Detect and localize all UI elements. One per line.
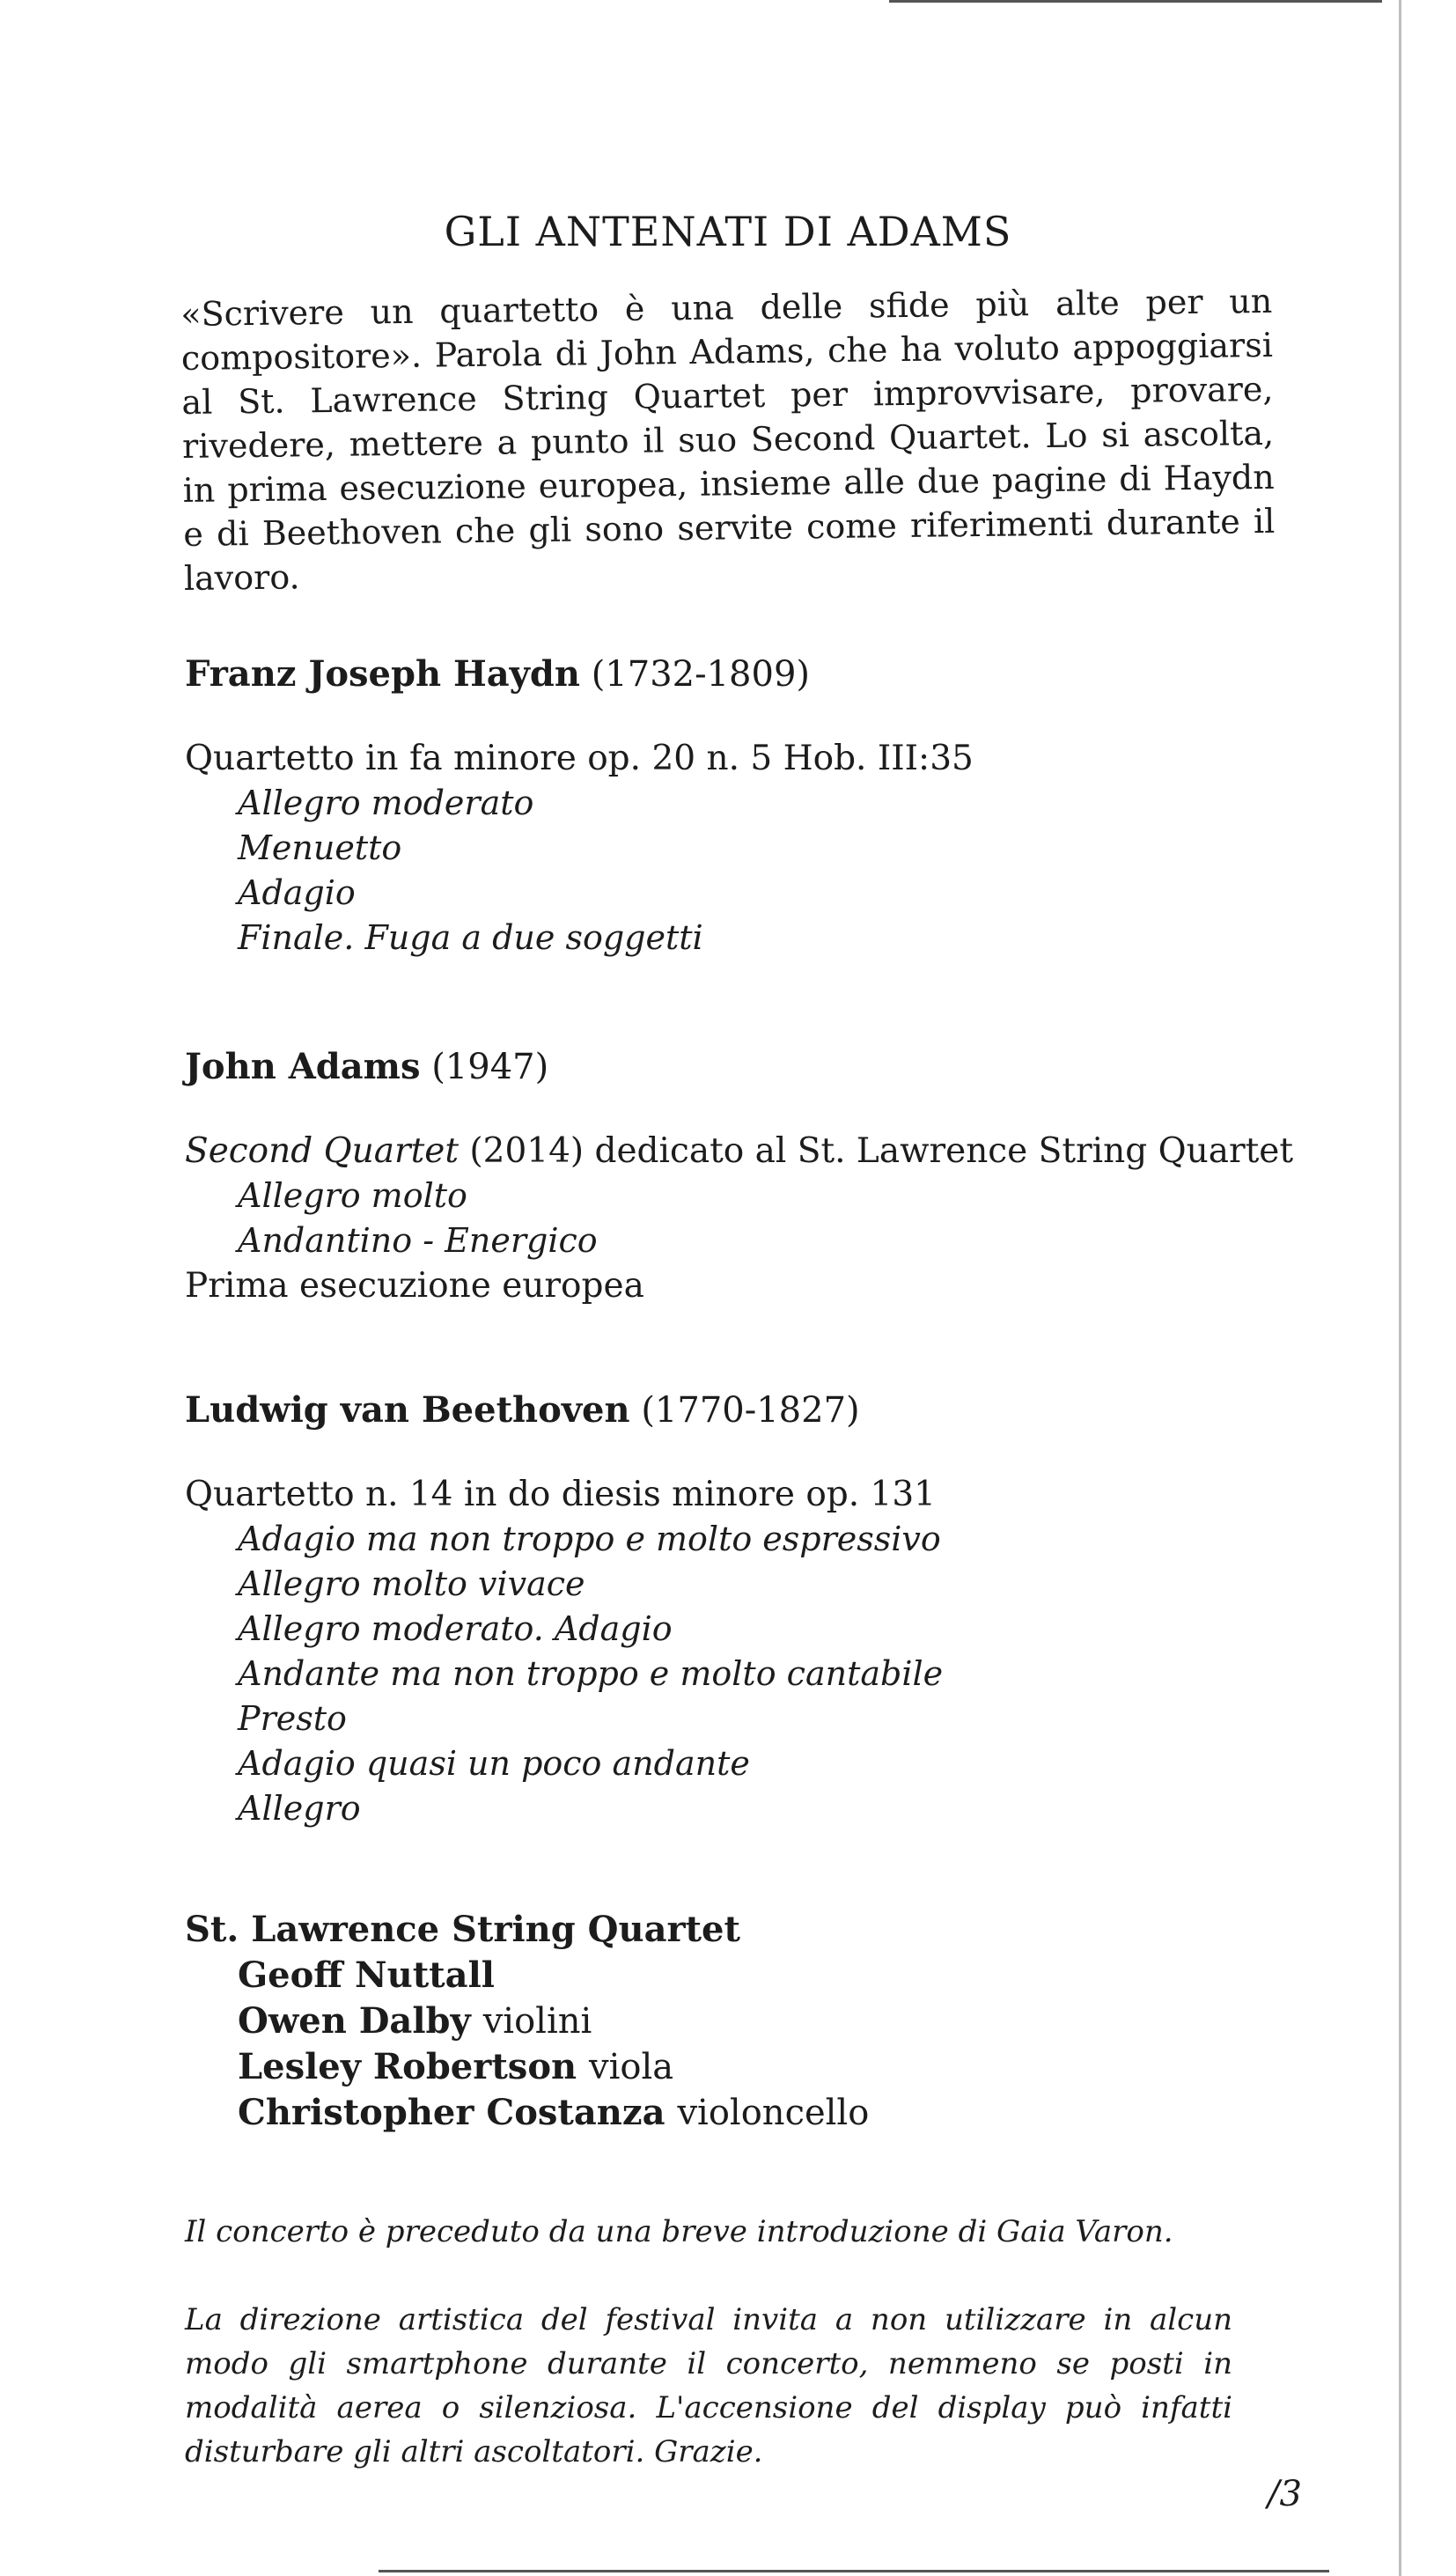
movement: Presto	[238, 1699, 347, 1738]
work-title-italic: Second Quartet	[185, 1131, 460, 1171]
work-title-rest: (2014) dedicato al St. Lawrence String Quartet	[469, 1131, 1294, 1171]
composer-name: Ludwig van Beethoven	[185, 1389, 630, 1431]
page-number: /3	[1268, 2474, 1302, 2514]
movement: Adagio ma non troppo e molto espressivo	[238, 1520, 941, 1558]
beethoven-section	[185, 1387, 1294, 1831]
movement: Allegro	[238, 1789, 361, 1828]
right-page-edge	[1399, 0, 1401, 2576]
work-title	[185, 1129, 1294, 1174]
movement: Andantino - Energico	[238, 1221, 598, 1260]
composer-name: Franz Joseph Haydn	[185, 653, 580, 695]
movement: Allegro molto	[238, 1176, 467, 1215]
performer-name: Christopher Costanza	[238, 2092, 665, 2133]
adams-section	[185, 1044, 1294, 1308]
composer-heading	[185, 1387, 1294, 1433]
movement: Adagio	[238, 873, 356, 912]
composer-heading	[185, 1044, 1294, 1090]
performer	[185, 2090, 1294, 2136]
performer	[185, 1998, 1294, 2044]
performer-name: Geoff Nuttall	[238, 1954, 495, 1996]
performer	[185, 1953, 1294, 1998]
performer	[185, 2044, 1294, 2090]
top-edge-rule	[889, 0, 1382, 3]
composer-name: John Adams	[185, 1046, 421, 1087]
performer-name: Lesley Robertson	[238, 2046, 577, 2087]
page-title: GLI ANTENATI DI ADAMS	[444, 207, 1012, 255]
smartphone-notice: La direzione artistica del festival invita a non utilizzare in alcun modo gli smartphone durante il concerto, nemmeno se posti in modalità aerea o silenziosa. L'accensione del display può infatti disturbare gli altri ascoltatori. Grazie.	[185, 2302, 1232, 2469]
intro-paragraph: «Scrivere un quartetto è una delle sfide più alte per un compositore». Parola di John Adams, che ha voluto appoggiarsi al St. Lawrence String Quartet per improvvisare, provare, rivedere, mettere a punto il suo Second Quartet. Lo si ascolta, in prima esecuzione europea, insieme alle due pagine di Haydn e di Beethoven che gli sono servite come riferimenti durante il lavoro.	[180, 281, 1276, 598]
composer-dates: (1770-1827)	[641, 1390, 860, 1431]
work-title: Quartetto n. 14 in do diesis minore op. 131	[185, 1475, 936, 1514]
movement: Andante ma non troppo e molto cantabile	[238, 1654, 944, 1693]
composer-dates: (1947)	[431, 1047, 549, 1087]
work-title: Quartetto in fa minore op. 20 n. 5 Hob. III:35	[185, 739, 974, 778]
performers-section	[185, 1907, 1294, 2136]
movement: Allegro moderato	[238, 784, 534, 822]
movement: Finale. Fuga a due soggetti	[238, 918, 703, 957]
performer-role: violini	[482, 2001, 592, 2042]
haydn-section	[185, 651, 1294, 960]
premiere-note: Prima esecuzione europea	[185, 1266, 644, 1306]
movement: Menuetto	[238, 828, 402, 867]
performer-role: viola	[589, 2047, 674, 2087]
movement: Allegro moderato. Adagio	[238, 1609, 673, 1648]
introduction-note: Il concerto è preceduto da una breve introduzione di Gaia Varon.	[185, 2214, 1173, 2249]
composer-dates: (1732-1809)	[591, 654, 811, 695]
composer-heading	[185, 651, 1294, 697]
ensemble-name: St. Lawrence String Quartet	[185, 1909, 740, 1950]
movement: Allegro molto vivace	[238, 1564, 585, 1603]
movement: Adagio quasi un poco andante	[238, 1744, 750, 1783]
bottom-edge-rule	[379, 2570, 1329, 2572]
performer-role: violoncello	[677, 2093, 870, 2133]
performer-name: Owen Dalby	[238, 2000, 471, 2042]
